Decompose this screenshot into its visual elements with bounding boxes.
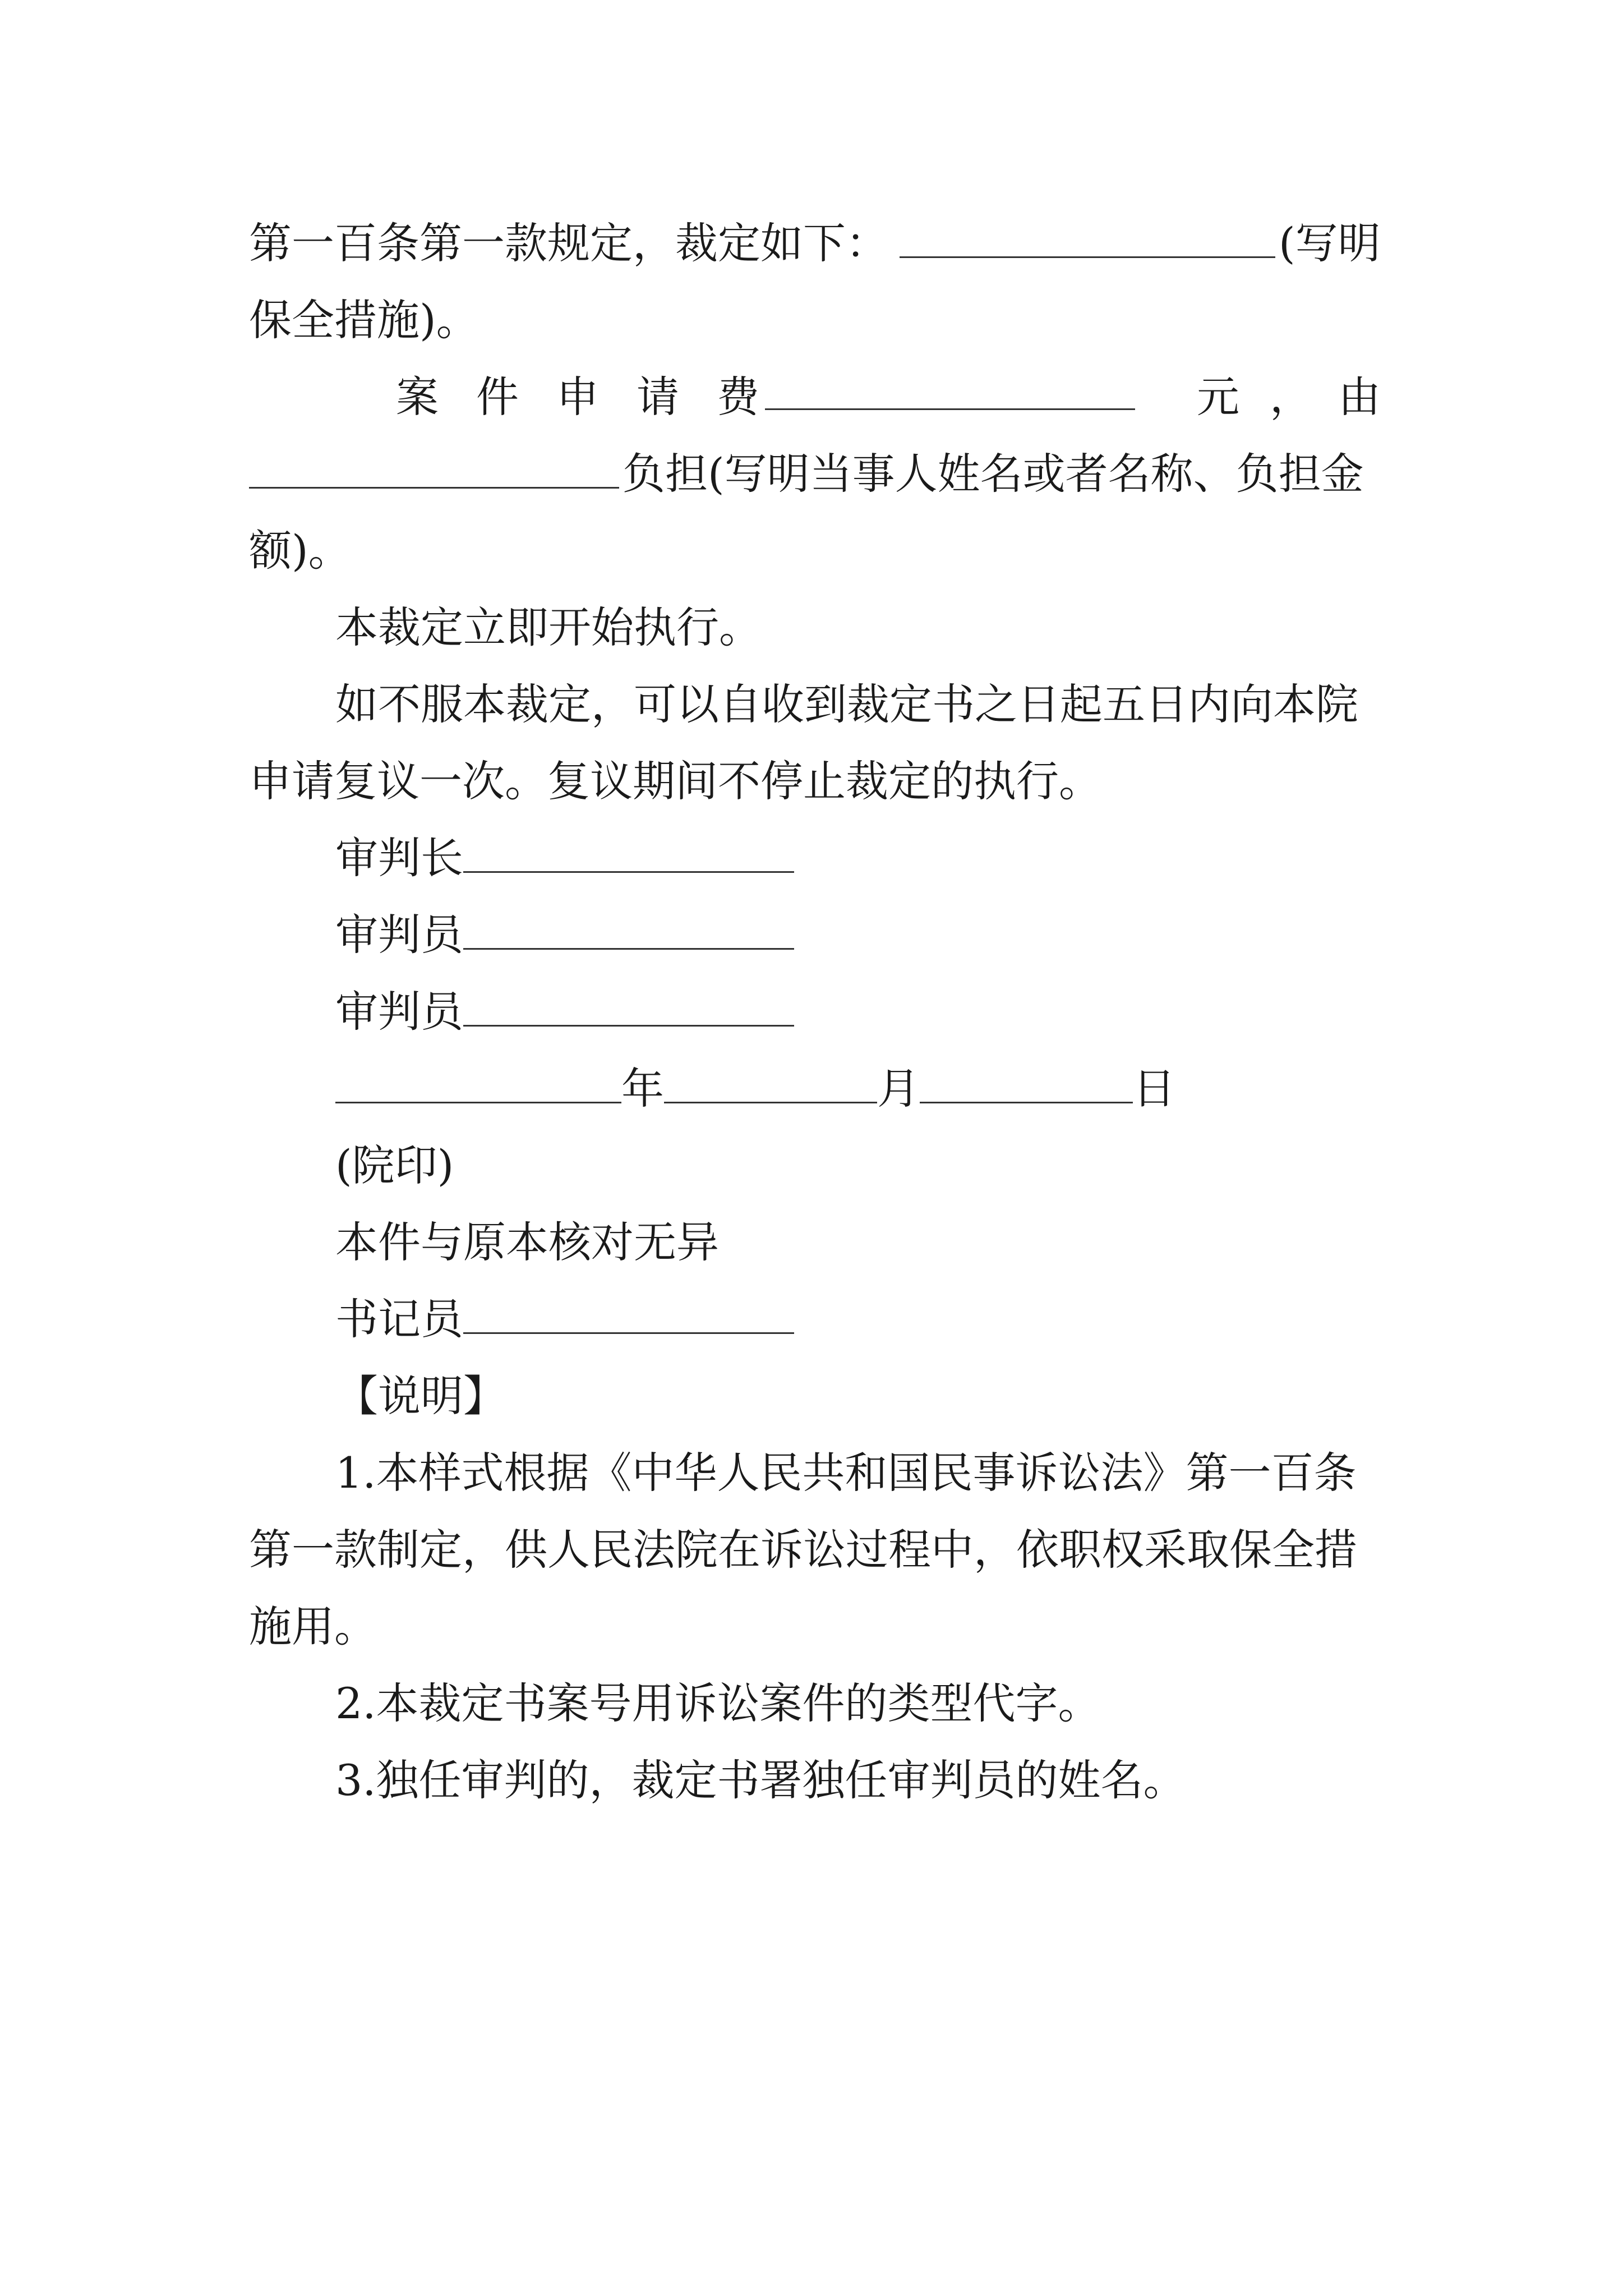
note-2: 2.本裁定书案号用诉讼案件的类型代字。 bbox=[335, 1678, 1101, 1728]
fee-bearer-blank[interactable] bbox=[249, 448, 619, 489]
clerk-blank[interactable] bbox=[463, 1293, 794, 1334]
ruling-clause-tail: (写明 bbox=[1279, 218, 1381, 268]
execution-statement: 本裁定立即开始执行。 bbox=[335, 602, 762, 652]
verification-note: 本件与原本核对无异 bbox=[335, 1217, 719, 1267]
measures-blank[interactable] bbox=[900, 217, 1275, 258]
note-3: 3.独任审判的，裁定书署独任审判员的姓名。 bbox=[335, 1755, 1186, 1805]
chief-judge-label: 审判长 bbox=[335, 833, 463, 883]
clerk-line bbox=[335, 1291, 794, 1347]
judge-blank-1[interactable] bbox=[463, 909, 794, 950]
note-1-line-3: 施用。 bbox=[249, 1602, 377, 1651]
year-label: 年 bbox=[621, 1064, 664, 1114]
chief-judge-line bbox=[335, 830, 794, 886]
day-label: 日 bbox=[1133, 1064, 1175, 1114]
fee-char-4: 请 bbox=[637, 372, 679, 422]
reconsideration-line-2: 申请复议一次。复议期间不停止裁定的执行。 bbox=[249, 756, 1101, 806]
fee-char-1: 案 bbox=[396, 372, 439, 422]
fee-char-2: 件 bbox=[476, 372, 519, 422]
note-1-line-1: 1.本样式根据《中华人民共和国民事诉讼法》第一百条 bbox=[335, 1448, 1357, 1498]
fee-amount-blank[interactable] bbox=[765, 369, 1135, 410]
notes-heading: 【说明】 bbox=[335, 1371, 506, 1421]
judge-line-1 bbox=[335, 907, 794, 963]
fee-bearer-line bbox=[249, 446, 1364, 502]
fee-line bbox=[249, 369, 1381, 425]
day-blank[interactable] bbox=[920, 1062, 1133, 1103]
court-seal-note: (院印) bbox=[335, 1140, 454, 1190]
fee-char-3: 申 bbox=[556, 372, 599, 422]
reconsideration-line-1: 如不服本裁定，可以自收到裁定书之日起五日内向本院 bbox=[335, 679, 1358, 729]
month-blank[interactable] bbox=[664, 1062, 877, 1103]
judge-blank-2[interactable] bbox=[463, 986, 794, 1027]
month-label: 月 bbox=[877, 1064, 920, 1114]
fee-char-5: 费 bbox=[717, 372, 759, 422]
ruling-clause-text: 第一百条第一款规定，裁定如下： bbox=[249, 218, 888, 268]
fee-bearer-text: 负担(写明当事人姓名或者名称、负担金 bbox=[623, 449, 1364, 499]
note-1-line-2: 第一款制定，供人民法院在诉讼过程中，依职权采取保全措 bbox=[249, 1525, 1357, 1575]
fee-yuan: 元 bbox=[1197, 372, 1239, 422]
judge-label-1: 审判员 bbox=[335, 910, 463, 960]
fee-comma: ， bbox=[1270, 372, 1312, 422]
date-line bbox=[335, 1061, 1175, 1117]
clerk-label: 书记员 bbox=[335, 1294, 463, 1344]
judge-line-2 bbox=[335, 984, 794, 1040]
fee-you: 由 bbox=[1338, 372, 1381, 422]
ruling-clause-line bbox=[249, 215, 1381, 272]
year-blank[interactable] bbox=[335, 1062, 621, 1103]
judge-label-2: 审判员 bbox=[335, 987, 463, 1037]
ruling-clause-line-2: 保全措施)。 bbox=[249, 295, 479, 345]
fee-bearer-line-2: 额)。 bbox=[249, 526, 351, 576]
chief-judge-blank[interactable] bbox=[463, 832, 794, 873]
